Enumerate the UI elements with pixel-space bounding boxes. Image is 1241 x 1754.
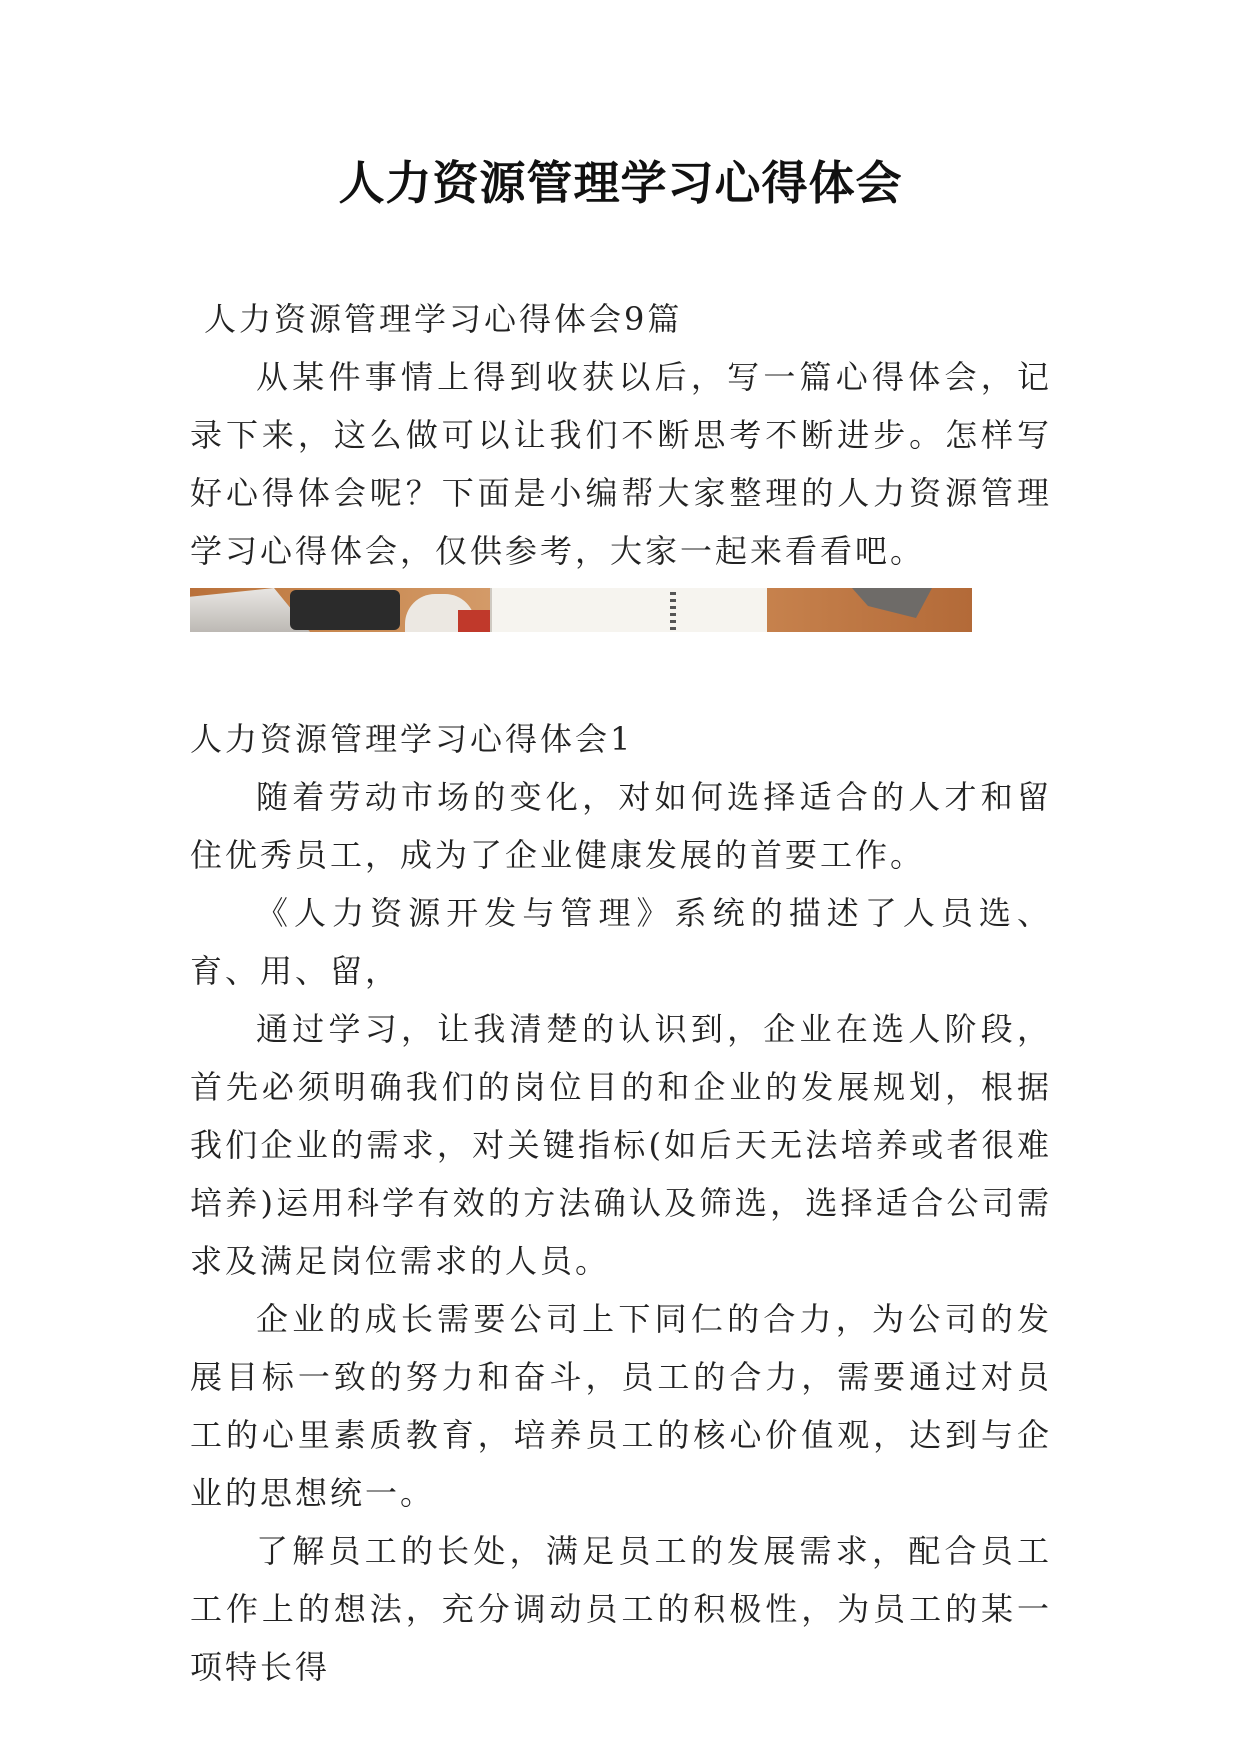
intro-paragraph: 从某件事情上得到收获以后，写一篇心得体会，记录下来，这么做可以让我们不断思考不断进步。怎样写好心得体会呢？下面是小编帮大家整理的人力资源管理学习心得体会，仅供参考，大家一起来看看吧。 xyxy=(190,358,1052,570)
notebook-shape xyxy=(490,588,767,632)
notebook-rings xyxy=(670,592,676,632)
body-paragraph: 通过学习，让我清楚的认识到，企业在选人阶段，首先必须明确我们的岗位目的和企业的发展规划，根据我们企业的需求，对关键指标(如后天无法培养或者很难培养)运用科学有效的方法确认及筛选，选择适合公司需求及满足岗位需求的人员。 xyxy=(190,1010,1052,1280)
body-paragraph: 了解员工的长处，满足员工的发展需求，配合员工工作上的想法，充分调动员工的积极性，为员工的某一项特长得 xyxy=(190,1532,1052,1686)
banner-image xyxy=(190,588,972,632)
cloth-shape xyxy=(852,588,932,618)
section-heading: 人力资源管理学习心得体会1 xyxy=(190,720,634,758)
body-paragraph: 《人力资源开发与管理》系统的描述了人员选、 育、用、留， xyxy=(190,894,1052,990)
phone-shape xyxy=(290,590,400,630)
body-paragraph: 随着劳动市场的变化，对如何选择适合的人才和留住优秀员工，成为了企业健康发展的首要工作。 xyxy=(190,778,1052,874)
document-subtitle: 人力资源管理学习心得体会9篇 xyxy=(204,300,683,338)
document-body xyxy=(190,290,1052,1696)
body-paragraph: 企业的成长需要公司上下同仁的合力，为公司的发展目标一致的努力和奋斗，员工的合力，需要通过对员工的心里素质教育，培养员工的核心价值观，达到与企业的思想统一。 xyxy=(190,1300,1052,1512)
page-title: 人力资源管理学习心得体会 xyxy=(338,156,903,210)
